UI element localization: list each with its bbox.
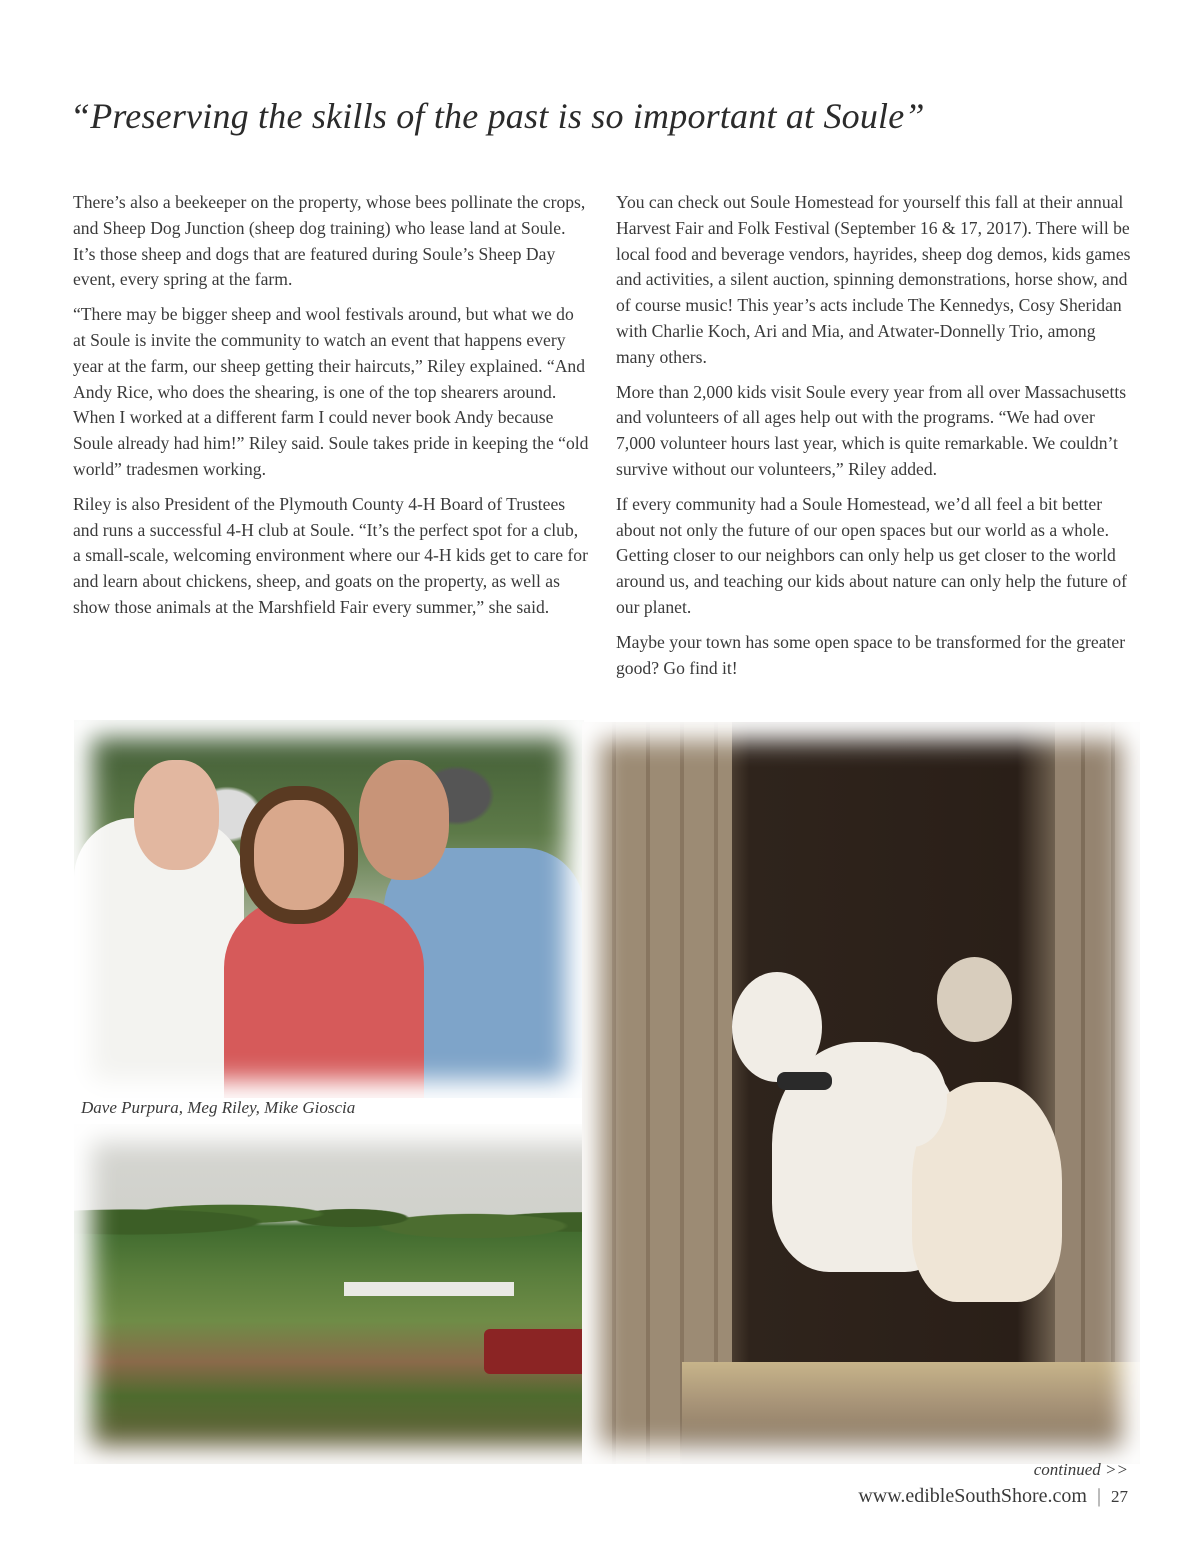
barn-door [582,722,732,1464]
sheep-barn-photo [582,722,1140,1464]
photo-caption: Dave Purpura, Meg Riley, Mike Gioscia [81,1098,356,1117]
farm-field-photo [74,1124,628,1464]
sheep-collar [777,1072,832,1090]
article-paragraph: Riley is also President of the Plymouth County 4-H Board of Trustees and runs a successful 4-H club at Soule. “It’s the perfect spot for a club, a small-scale, welcoming environment where our 4-H kids get to care for and learn about chickens, sheep, and goats on the property, as well as show those animals at the Marshfield Fair every summer,” she said. [73,493,588,617]
article-paragraph: More than 2,000 kids visit Soule every year from all over Massachusetts and volunteers of all ages help out with the programs. “We had over 7,000 volunteer hours last year, which is quite remarkable. We couldn’t survive without our volunteers,” Riley added. [616,381,1127,479]
person-head [359,760,449,880]
article-paragraph: You can check out Soule Homestead for yourself this fall at their annual Harvest Fair and Folk Festival (September 16 & 17, 2017). There will be local food and beverage vendors, hayrides, sheep dog demos, kids games and activities, a silent auction, spinning demonstrations, horse show, and of course music! This year’s acts include The Kennedys, Cosy Sheridan with Charlie Koch, Ari and Mia, and Atwater-Donnelly Trio, among many others. [616,192,1131,367]
people-photo [74,720,584,1098]
left-article-column [73,190,589,630]
article-paragraph: “There may be bigger sheep and wool festivals around, but what we do at Soule is invite the community to watch an event that happens every year at the farm, our sheep getting their haircuts,” Riley explained. “And Andy Rice, who does the shearing, is one of the top shearers around. When I worked at a different farm I could never book Andy because Soule already had him!” Riley said. Soule takes pride in keeping the “old world” tradesmen working. [73,304,589,479]
tree-line [74,1174,628,1254]
continued-link[interactable]: continued >> [1033,1460,1128,1479]
page-footer [858,1485,1128,1508]
person-head [134,760,219,870]
sheep-head [732,972,822,1082]
lamb-head [877,1052,947,1147]
right-article-column [616,190,1132,690]
hay-sill [682,1362,1140,1464]
footer-separator: | [1096,1485,1101,1507]
article-paragraph: If every community had a Soule Homestead, we’d all feel a bit better about not only the future of our open spaces but our world as a whole. Getting closer to our neighbors can only help us get closer to the world around us, and teaching our kids about nature can only help the future of our planet. [616,493,1128,617]
sheep-head [937,957,1012,1042]
article-paragraph: There’s also a beekeeper on the property, whose bees pollinate the crops, and Sheep Dog Junction (sheep dog training) who lease land at Soule. It’s those sheep and dogs that are featured during Soule’s Sheep Day event, every spring at the farm. [73,192,586,290]
pull-quote-heading: “Preserving the skills of the past is so important at Soule” [70,96,925,136]
website-url[interactable]: www.edibleSouthShore.com [858,1485,1087,1507]
article-paragraph: Maybe your town has some open space to be transformed for the greater good? Go find it! [616,631,1126,678]
greenhouse-roof [344,1282,514,1296]
page-number: 27 [1111,1486,1128,1506]
person-head [254,800,344,910]
person-figure [224,898,424,1098]
barn-door-frame [1055,722,1140,1464]
